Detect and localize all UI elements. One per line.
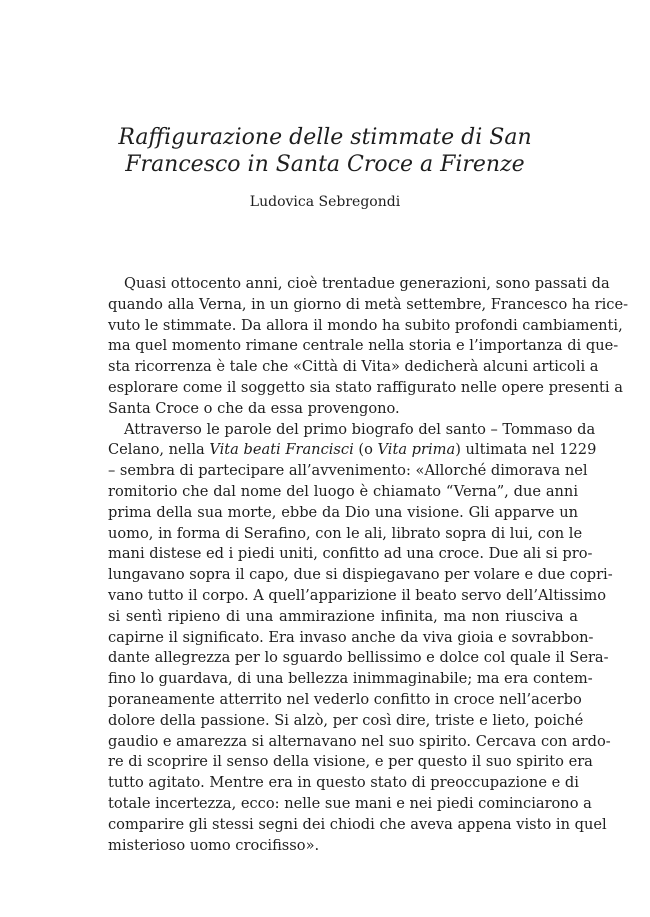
text-segment: re di scoprire il senso della visione, e per questo il suo spirito era [108,753,593,771]
text-line [108,565,613,587]
text-segment: Santa Croce o che da essa provengono. [108,399,400,417]
text-line [108,648,609,670]
text-line [108,378,623,400]
text-segment: capirne il significato. Era invaso anche da viva gioia e sovrabbon- [108,628,594,646]
text-line [108,773,578,795]
text-line [108,544,593,566]
text-segment: sta ricorrenza è tale che «Città di Vita» dedicherà alcuni articoli a [108,358,599,376]
text-line [108,690,582,712]
italic-title-segment: Vita prima [377,441,456,459]
text-segment: uomo, in forma di Serafino, con le ali, librato sopra di lui, con le [108,524,583,542]
text-segment: vano tutto il corpo. A quell’apparizione il beato servo dell’Altissimo [108,587,606,604]
text-segment: ma quel momento rimane centrale nella storia e l’importanza di que- [108,337,619,355]
text-segment: (o [353,441,378,459]
text-segment: tutto agitato. Mentre era in questo stato di preoccupazione e di [108,774,579,792]
text-segment: fino lo guardava, di una bellezza inimmaginabile; ma era contem- [108,670,593,688]
text-segment: poraneamente atterrito nel vederlo confitto in croce nell’acerbo [108,691,582,708]
text-line [108,357,599,379]
text-segment: vuto le stimmate. Da allora il mondo ha subito profondi cambiamenti, [108,316,623,334]
text-segment: romitorio che dal nome del luogo è chiamato “Verna”, due anni [108,483,578,500]
text-line [124,420,596,442]
text-line [108,440,597,462]
text-line [108,524,583,546]
text-segment: Attraverso le parole del primo biografo del santo – Tommaso da [124,420,596,438]
text-segment: Celano, nella [108,441,210,459]
text-line [108,815,607,837]
author-name: Ludovica Sebregondi [249,194,401,210]
text-line [108,586,606,608]
text-segment: ) ultimata nel 1229 [455,441,597,459]
text-line [108,836,578,858]
text-line [108,399,578,421]
text-line [108,607,578,629]
text-segment: mani distese ed i piedi uniti, confitto ad una croce. Due ali si pro- [108,545,593,563]
text-line [108,711,584,733]
text-segment: dante allegrezza per lo sguardo bellissimo e dolce col quale il Sera- [108,649,609,667]
text-segment: lungavano sopra il capo, due si dispiegavano per volare e due copri- [108,566,613,584]
text-line [108,503,578,525]
text-segment: esplorare come il soggetto sia stato raffigurato nelle opere presenti a [108,379,623,396]
text-segment: – sembra di partecipare all’avvenimento: «Allorché dimorava nel [108,462,588,480]
text-segment: quando alla Verna, in un giorno di metà settembre, Francesco ha rice- [108,295,629,313]
text-segment: gaudio e amarezza si alternavano nel suo spirito. Cercava con ardo- [108,732,611,750]
text-line [108,336,619,358]
article-title [60,124,590,178]
text-segment: totale incertezza, ecco: nelle sue mani e nei piedi cominciarono a [108,795,592,812]
italic-title-segment: Vita beati Francisci [209,441,354,459]
text-line [108,752,593,774]
text-line [108,732,611,754]
article-title-line: Raffigurazione delle stimmate di San [118,125,532,150]
text-segment: prima della sua morte, ebbe da Dio una visione. Gli apparve un [108,503,578,521]
text-segment: comparire gli stessi segni dei chiodi che aveva appena visto in quel [108,815,607,833]
text-line [108,461,588,483]
text-line [108,316,623,338]
text-line [108,628,594,650]
text-line [108,482,578,504]
text-segment: misterioso uomo crocifisso». [108,836,320,854]
text-line [124,274,610,296]
text-line [108,794,592,816]
text-segment: si sentì ripieno di una ammirazione infinita, ma non riusciva a [108,607,578,625]
article-title-line: Francesco in Santa Croce a Firenze [125,152,525,177]
text-line [108,295,629,317]
text-line [108,669,593,691]
text-segment: dolore della passione. Si alzò, per così dire, triste e lieto, poiché [108,711,584,729]
text-segment: Quasi ottocento anni, cioè trentadue generazioni, sono passati da [124,275,610,292]
